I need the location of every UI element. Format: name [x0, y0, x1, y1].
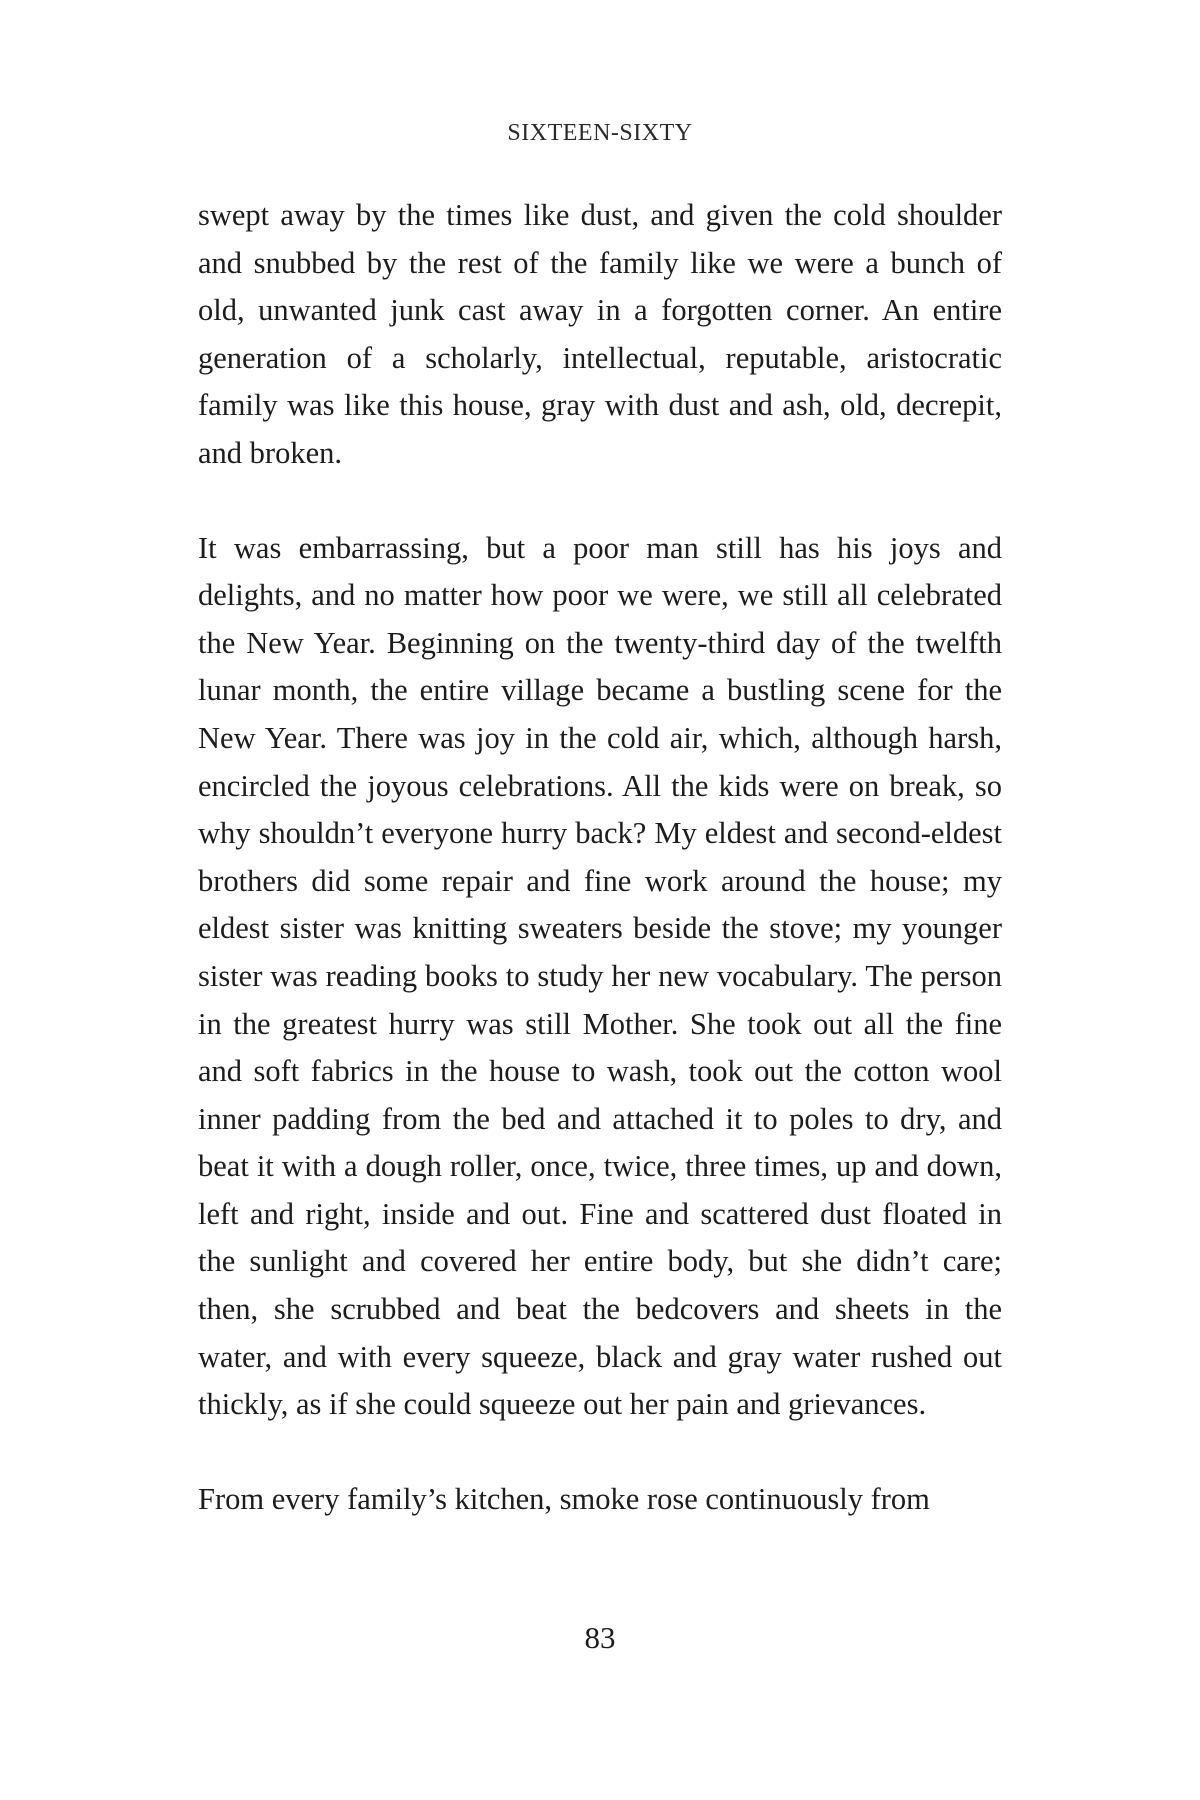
paragraph-2: It was embarrassing, but a poor man still has his joys and delights, and no matter how poor we were, we still all celebrated the New Year. Beginning on the twenty-third day of the twelfth lunar month, the entire village became a bustling scene for the New Year. There was joy in the cold air, which, although harsh, encircled the joyous celebrations. All the kids were on break, so why shouldn’t everyone hurry back? My eldest and second-eldest brothers did some repair and fine work around the house; my eldest sister was knitting sweaters beside the stove; my younger sister was reading books to study her new vocabulary. The person in the greatest hurry was still Mother. She took out all the fine and soft fabrics in the house to wash, took out the cotton wool inner padding from the bed and attached it to poles to dry, and beat it with a dough roller, once, twice, three times, up and down, left and right, inside and out. Fine and scattered dust floated in the sunlight and covered her entire body, but she didn’t care; then, she scrubbed and beat the bedcovers and sheets in the water, and with every squeeze, black and gray water rushed out thickly, as if she could squeeze out her pain and grievances. — [198, 530, 1002, 1422]
body-text — [198, 192, 1002, 1523]
page-number: 83 — [584, 1620, 616, 1655]
running-head: SIXTEEN-SIXTY — [507, 120, 693, 146]
paragraph-1: swept away by the times like dust, and given the cold shoulder and snubbed by the rest of the family like we were a bunch of old, unwanted junk cast away in a forgotten corner. An entire generation of a scholarly, intellectual, reputable, aristocratic family was like this house, gray with dust and ash, old, decrepit, and broken. — [198, 198, 1002, 470]
paragraph-3: From every family’s kitchen, smoke rose continuously from — [198, 1481, 930, 1516]
